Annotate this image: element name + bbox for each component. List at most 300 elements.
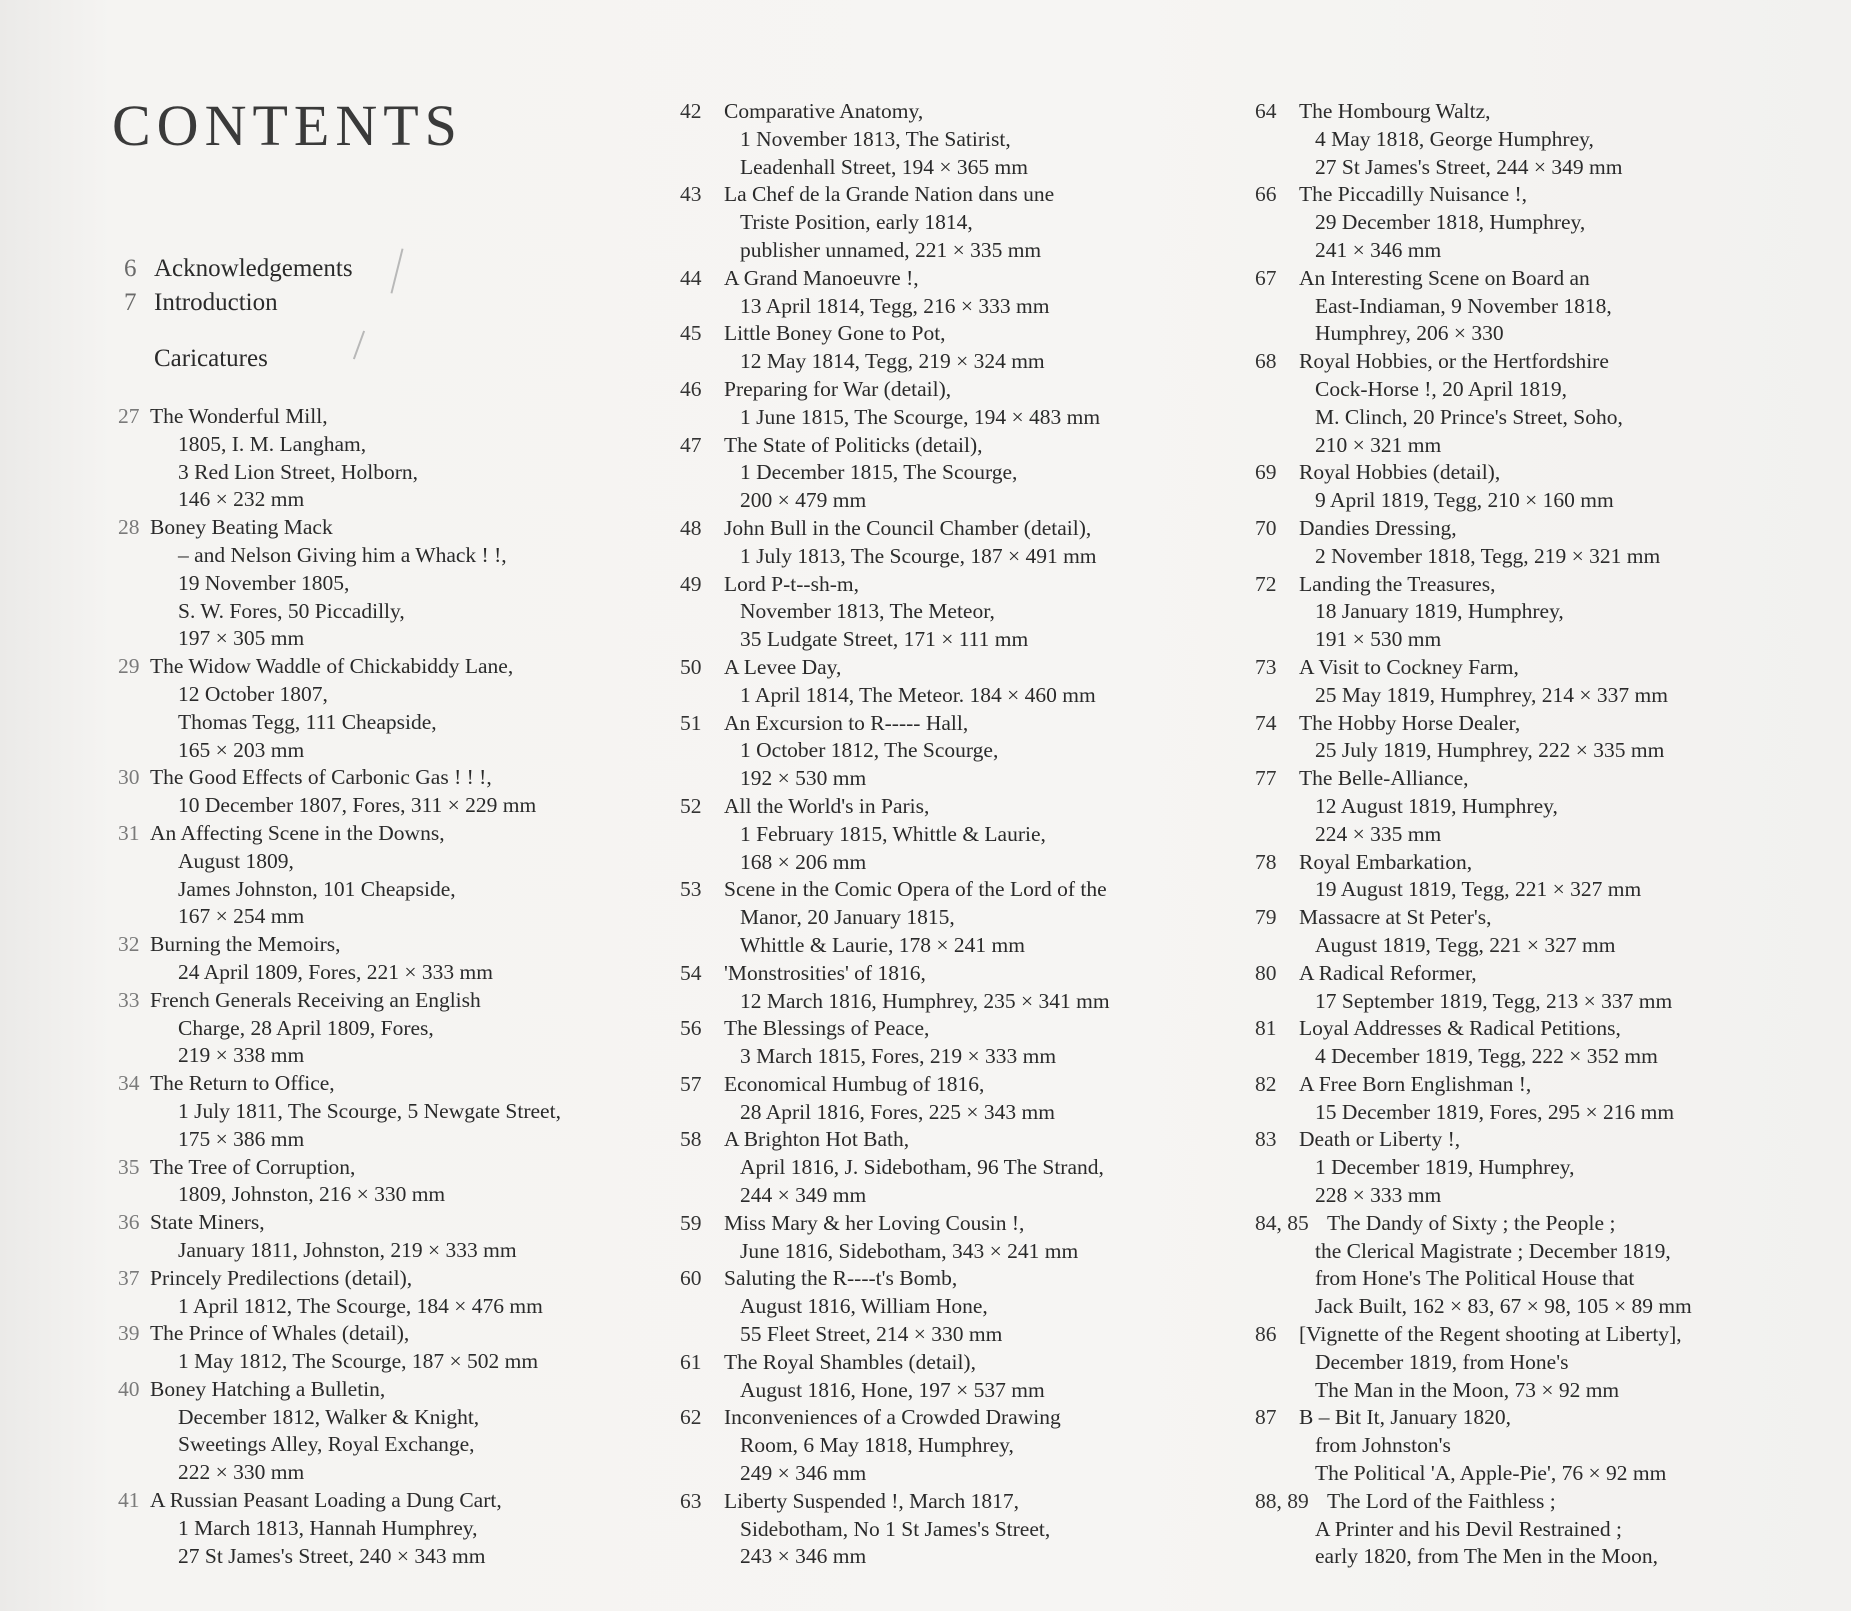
page-number: 48 (680, 515, 702, 540)
page-number: 69 (1255, 460, 1277, 485)
contents-entry (680, 376, 1200, 432)
page-number: 54 (680, 960, 702, 985)
contents-entry (1255, 960, 1755, 1016)
entry-title: Dandies Dressing, (1299, 515, 1457, 540)
page-number: 84, 85 (1255, 1210, 1309, 1235)
entry-first-line (118, 1154, 638, 1182)
contents-entry (1255, 571, 1755, 654)
page-number: 37 (118, 1265, 140, 1290)
contents-entry (1255, 459, 1755, 515)
entry-first-line (680, 1488, 1200, 1516)
page-number: 56 (680, 1016, 702, 1041)
entry-first-line (1255, 1071, 1755, 1099)
contents-entry (1255, 181, 1755, 264)
page-number: 6 (124, 255, 137, 282)
entry-title: Loyal Addresses & Radical Petitions, (1299, 1016, 1621, 1041)
contents-entry (1255, 1126, 1755, 1209)
entry-detail-line: 228 × 333 mm (1315, 1183, 1442, 1208)
contents-entry (1255, 654, 1755, 710)
entry-title: French Generals Receiving an English (150, 987, 481, 1012)
contents-entry (118, 403, 638, 514)
entry-detail-line: 15 December 1819, Fores, 295 × 216 mm (1315, 1099, 1675, 1124)
entry-detail-line: the Clerical Magistrate ; December 1819, (1315, 1238, 1671, 1263)
contents-entry (118, 514, 638, 653)
entry-title: La Chef de la Grande Nation dans une (724, 182, 1055, 207)
entry-detail-line: 219 × 338 mm (178, 1043, 305, 1068)
entry-detail-line: Sidebotham, No 1 St James's Street, (740, 1516, 1051, 1541)
page-number: 29 (118, 654, 140, 679)
contents-entry (1255, 765, 1755, 848)
entry-first-line (118, 1070, 638, 1098)
entry-detail-line: January 1811, Johnston, 219 × 333 mm (178, 1237, 517, 1262)
entry-title: Massacre at St Peter's, (1299, 905, 1492, 930)
entry-first-line (1255, 654, 1755, 682)
entry-detail-line: Humphrey, 206 × 330 (1315, 321, 1504, 346)
entry-detail-line: 27 St James's Street, 240 × 343 mm (178, 1543, 486, 1568)
entry-title: A Levee Day, (724, 654, 842, 679)
entry-first-line (1255, 515, 1755, 543)
entry-detail-line: 12 May 1814, Tegg, 219 × 324 mm (740, 349, 1045, 374)
entry-detail-line: Manor, 20 January 1815, (740, 905, 955, 930)
entry-detail-line: 222 × 330 mm (178, 1460, 305, 1485)
entry-title: The Hombourg Waltz, (1299, 99, 1491, 123)
entry-first-line (118, 1209, 638, 1237)
entry-detail-line: 1 December 1815, The Scourge, (740, 460, 1018, 485)
entry-title: A Radical Reformer, (1299, 960, 1477, 985)
page-number: 70 (1255, 515, 1277, 540)
entry-detail-line: 24 April 1809, Fores, 221 × 333 mm (178, 959, 493, 984)
entry-detail-line: 1 March 1813, Hannah Humphrey, (178, 1515, 478, 1540)
page-number: 63 (680, 1488, 702, 1513)
page-number: 64 (1255, 99, 1277, 123)
entry-detail-line: 27 St James's Street, 244 × 349 mm (1315, 154, 1623, 179)
entry-detail-line: August 1809, (178, 848, 294, 873)
entry-first-line (1255, 960, 1755, 988)
entry-detail-line: 1 July 1813, The Scourge, 187 × 491 mm (740, 543, 1097, 568)
entry-detail-line: 4 December 1819, Tegg, 222 × 352 mm (1315, 1044, 1658, 1069)
contents-entry (1255, 849, 1755, 905)
entry-detail-line: 10 December 1807, Fores, 311 × 229 mm (178, 793, 537, 818)
page-number: 87 (1255, 1405, 1277, 1430)
contents-entry (680, 265, 1200, 321)
entry-title: A Brighton Hot Bath, (724, 1127, 910, 1152)
contents-entry (1255, 1321, 1755, 1404)
contents-column-3 (1255, 98, 1755, 1571)
page-number: 42 (680, 99, 702, 123)
contents-entry (680, 876, 1200, 959)
entry-title: The Royal Shambles (detail), (724, 1349, 976, 1374)
entry-detail-line: from Johnston's (1315, 1433, 1451, 1458)
contents-entry (680, 960, 1200, 1016)
contents-entry (680, 1265, 1200, 1348)
entry-title: Landing the Treasures, (1299, 571, 1496, 596)
entry-title: Saluting the R----t's Bomb, (724, 1266, 958, 1291)
entry-detail-line: 12 August 1819, Humphrey, (1315, 793, 1558, 818)
page-number: 67 (1255, 265, 1277, 290)
entry-first-line (680, 960, 1200, 988)
entry-detail-line: August 1819, Tegg, 221 × 327 mm (1315, 932, 1616, 957)
entry-first-line (1255, 849, 1755, 877)
entry-detail-line: Thomas Tegg, 111 Cheapside, (178, 709, 437, 734)
page-number: 39 (118, 1321, 140, 1346)
entry-detail-line: The Political 'A, Apple-Pie', 76 × 92 mm (1315, 1461, 1667, 1486)
entry-detail-line: 1 October 1812, The Scourge, (740, 738, 999, 763)
entry-detail-line: 1 December 1819, Humphrey, (1315, 1155, 1575, 1180)
entry-title: 'Monstrosities' of 1816, (724, 960, 926, 985)
page-number: 62 (680, 1405, 702, 1430)
entry-detail-line: 1 April 1812, The Scourge, 184 × 476 mm (178, 1293, 543, 1318)
entry-title: An Affecting Scene in the Downs, (150, 820, 445, 845)
page-number: 28 (118, 515, 140, 540)
front-matter-item (124, 286, 584, 320)
page-number: 81 (1255, 1016, 1277, 1041)
entry-detail-line: August 1816, William Hone, (740, 1294, 988, 1319)
entry-title: The Belle-Alliance, (1299, 766, 1469, 791)
entry-first-line (680, 432, 1200, 460)
contents-entry (680, 1071, 1200, 1127)
entry-title: The Good Effects of Carbonic Gas ! ! !, (150, 765, 492, 790)
contents-entry (1255, 904, 1755, 960)
entry-detail-line: 4 May 1818, George Humphrey, (1315, 126, 1594, 151)
entry-first-line (680, 515, 1200, 543)
entry-title: Scene in the Comic Opera of the Lord of the (724, 877, 1107, 902)
entry-detail-line: June 1816, Sidebotham, 343 × 241 mm (740, 1238, 1079, 1263)
entry-title: Death or Liberty !, (1299, 1127, 1461, 1152)
entry-detail-line: 28 April 1816, Fores, 225 × 343 mm (740, 1099, 1055, 1124)
entry-detail-line: 55 Fleet Street, 214 × 330 mm (740, 1322, 1003, 1347)
entry-first-line (680, 1071, 1200, 1099)
entry-first-line (118, 1320, 638, 1348)
entry-detail-line: early 1820, from The Men in the Moon, (1315, 1544, 1658, 1569)
entry-detail-line: Jack Built, 162 × 83, 67 × 98, 105 × 89 mm (1315, 1294, 1692, 1319)
entry-detail-line: 25 May 1819, Humphrey, 214 × 337 mm (1315, 682, 1668, 707)
entry-detail-line: 18 January 1819, Humphrey, (1315, 599, 1564, 624)
entry-first-line (1255, 181, 1755, 209)
entry-title: Boney Hatching a Bulletin, (150, 1376, 386, 1401)
entry-detail-line: 197 × 305 mm (178, 626, 305, 651)
entry-title: Introduction (154, 289, 278, 316)
contents-entry (1255, 348, 1755, 459)
entry-first-line (1255, 459, 1755, 487)
page-number: 66 (1255, 182, 1277, 207)
entry-first-line (680, 265, 1200, 293)
entry-title: Royal Hobbies (detail), (1299, 460, 1501, 485)
entry-first-line (1255, 710, 1755, 738)
entry-title: The Piccadilly Nuisance !, (1299, 182, 1528, 207)
entry-first-line (1255, 1015, 1755, 1043)
entry-detail-line: Sweetings Alley, Royal Exchange, (178, 1432, 475, 1457)
entry-detail-line: 241 × 346 mm (1315, 237, 1442, 262)
entry-detail-line: Leadenhall Street, 194 × 365 mm (740, 154, 1028, 179)
entry-detail-line: August 1816, Hone, 197 × 537 mm (740, 1377, 1045, 1402)
entry-first-line (1255, 1404, 1755, 1432)
entry-first-line (680, 98, 1200, 126)
entry-detail-line: 12 March 1816, Humphrey, 235 × 341 mm (740, 988, 1110, 1013)
entry-detail-line: 1 February 1815, Whittle & Laurie, (740, 821, 1046, 846)
page-number: 72 (1255, 571, 1277, 596)
contents-entry (118, 1487, 638, 1570)
page-number: 61 (680, 1349, 702, 1374)
contents-entry (118, 1209, 638, 1265)
entry-title: An Interesting Scene on Board an (1299, 265, 1590, 290)
page-number: 35 (118, 1154, 140, 1179)
entry-first-line (680, 571, 1200, 599)
page-number: 86 (1255, 1322, 1277, 1347)
contents-entry (1255, 1488, 1755, 1571)
entry-detail-line: 2 November 1818, Tegg, 219 × 321 mm (1315, 543, 1661, 568)
entry-first-line (1255, 904, 1755, 932)
entry-title: Boney Beating Mack (150, 515, 333, 540)
entry-title: The Lord of the Faithless ; (1327, 1488, 1556, 1513)
page-number: 74 (1255, 710, 1277, 735)
entry-detail-line: 1 July 1811, The Scourge, 5 Newgate Street, (178, 1098, 561, 1123)
page-number: 31 (118, 820, 140, 845)
entry-first-line (1255, 765, 1755, 793)
entry-detail-line: James Johnston, 101 Cheapside, (178, 876, 456, 901)
entry-detail-line: 192 × 530 mm (740, 766, 867, 791)
contents-entry (680, 181, 1200, 264)
entry-detail-line: 3 March 1815, Fores, 219 × 333 mm (740, 1044, 1057, 1069)
entry-detail-line: 167 × 254 mm (178, 904, 305, 929)
entry-first-line (118, 653, 638, 681)
contents-entry (680, 98, 1200, 181)
entry-detail-line: 224 × 335 mm (1315, 821, 1442, 846)
entry-title: Inconveniences of a Crowded Drawing (724, 1405, 1061, 1430)
contents-entry (680, 432, 1200, 515)
contents-entry (118, 764, 638, 820)
page-number: 83 (1255, 1127, 1277, 1152)
contents-entry (118, 1376, 638, 1487)
entry-detail-line: 29 December 1818, Humphrey, (1315, 210, 1586, 235)
entry-title: Economical Humbug of 1816, (724, 1071, 985, 1096)
entry-first-line (1255, 1321, 1755, 1349)
entry-detail-line: 17 September 1819, Tegg, 213 × 337 mm (1315, 988, 1673, 1013)
contents-entry (680, 320, 1200, 376)
page-number: 7 (124, 289, 137, 316)
entry-detail-line: 200 × 479 mm (740, 488, 867, 513)
entry-detail-line: December 1819, from Hone's (1315, 1349, 1569, 1374)
contents-entry (118, 820, 638, 931)
entry-detail-line: 175 × 386 mm (178, 1126, 305, 1151)
page-number: 33 (118, 987, 140, 1012)
contents-entry (680, 571, 1200, 654)
entry-detail-line: April 1816, J. Sidebotham, 96 The Strand, (740, 1155, 1104, 1180)
contents-entry (1255, 1071, 1755, 1127)
contents-entry (680, 1015, 1200, 1071)
page-number: 73 (1255, 654, 1277, 679)
entry-first-line (680, 1349, 1200, 1377)
entry-detail-line: – and Nelson Giving him a Whack ! !, (178, 542, 507, 567)
entry-first-line (1255, 265, 1755, 293)
entry-detail-line: 243 × 346 mm (740, 1544, 867, 1569)
entry-title: A Russian Peasant Loading a Dung Cart, (150, 1488, 502, 1513)
page-number: 60 (680, 1266, 702, 1291)
entry-detail-line: 249 × 346 mm (740, 1461, 867, 1486)
entry-detail-line: November 1813, The Meteor, (740, 599, 995, 624)
entry-detail-line: 146 × 232 mm (178, 487, 305, 512)
entry-detail-line: 1809, Johnston, 216 × 330 mm (178, 1182, 446, 1207)
contents-entry (680, 1349, 1200, 1405)
entry-first-line (118, 987, 638, 1015)
page-number: 59 (680, 1210, 702, 1235)
entry-title: All the World's in Paris, (724, 793, 930, 818)
entry-first-line (680, 654, 1200, 682)
entry-title: Royal Embarkation, (1299, 849, 1473, 874)
page-number: 53 (680, 877, 702, 902)
page-number: 41 (118, 1488, 140, 1513)
entry-detail-line: Room, 6 May 1818, Humphrey, (740, 1433, 1014, 1458)
entry-first-line (1255, 1488, 1755, 1516)
page-number: 47 (680, 432, 702, 457)
entry-title: Little Boney Gone to Pot, (724, 321, 946, 346)
entry-first-line (118, 1487, 638, 1515)
entry-detail-line: 244 × 349 mm (740, 1183, 867, 1208)
entry-title: The Dandy of Sixty ; the People ; (1327, 1210, 1616, 1235)
contents-entry (118, 1320, 638, 1376)
page-number: 44 (680, 265, 702, 290)
entry-first-line (680, 1015, 1200, 1043)
contents-entry (680, 1210, 1200, 1266)
page-number: 30 (118, 765, 140, 790)
contents-entry (1255, 265, 1755, 348)
contents-entry (1255, 710, 1755, 766)
entry-first-line (680, 376, 1200, 404)
entry-title: The Widow Waddle of Chickabiddy Lane, (150, 654, 514, 679)
entry-title: B – Bit It, January 1820, (1299, 1405, 1511, 1430)
entry-title: [Vignette of the Regent shooting at Liberty], (1299, 1322, 1682, 1347)
entry-title: State Miners, (150, 1210, 265, 1235)
entry-title: The Tree of Corruption, (150, 1154, 356, 1179)
section-heading: Caricatures (154, 345, 268, 372)
entry-detail-line: Whittle & Laurie, 178 × 241 mm (740, 932, 1026, 957)
contents-entry (680, 1488, 1200, 1571)
page-number: 52 (680, 793, 702, 818)
entry-first-line (680, 1265, 1200, 1293)
entry-detail-line: 12 October 1807, (178, 681, 328, 706)
entry-first-line (1255, 98, 1755, 126)
entry-title: Liberty Suspended !, March 1817, (724, 1488, 1019, 1513)
page-number (124, 342, 154, 376)
contents-entry (680, 793, 1200, 876)
entry-detail-line: publisher unnamed, 221 × 335 mm (740, 237, 1042, 262)
entry-detail-line: 3 Red Lion Street, Holborn, (178, 459, 419, 484)
entry-detail-line: 210 × 321 mm (1315, 432, 1442, 457)
entry-detail-line: 191 × 530 mm (1315, 627, 1442, 652)
entry-detail-line: 1805, I. M. Langham, (178, 431, 367, 456)
entry-title: The Blessings of Peace, (724, 1016, 930, 1041)
contents-column-2 (680, 98, 1200, 1571)
entry-first-line (680, 1126, 1200, 1154)
entry-first-line (118, 764, 638, 792)
entry-first-line (680, 793, 1200, 821)
entry-detail-line: 19 August 1819, Tegg, 221 × 327 mm (1315, 877, 1642, 902)
page-number: 78 (1255, 849, 1277, 874)
page-number: 34 (118, 1071, 140, 1096)
page-number: 43 (680, 182, 702, 207)
contents-entry (680, 654, 1200, 710)
entry-detail-line: from Hone's The Political House that (1315, 1266, 1635, 1291)
entry-detail-line: 19 November 1805, (178, 570, 350, 595)
contents-entry (680, 1404, 1200, 1487)
entry-title: Acknowledgements (154, 255, 353, 282)
entry-detail-line: 13 April 1814, Tegg, 216 × 333 mm (740, 293, 1050, 318)
contents-entry (1255, 1015, 1755, 1071)
page-number: 46 (680, 376, 702, 401)
entry-detail-line: East-Indiaman, 9 November 1818, (1315, 293, 1612, 318)
entry-detail-line: M. Clinch, 20 Prince's Street, Soho, (1315, 404, 1623, 429)
entry-detail-line: Cock-Horse !, 20 April 1819, (1315, 376, 1567, 401)
page-number: 45 (680, 321, 702, 346)
entry-title: Burning the Memoirs, (150, 932, 341, 957)
entry-detail-line: 168 × 206 mm (740, 849, 867, 874)
entry-title: The Return to Office, (150, 1071, 335, 1096)
entry-title: John Bull in the Council Chamber (detail), (724, 515, 1092, 540)
contents-entry (680, 515, 1200, 571)
entry-detail-line: Triste Position, early 1814, (740, 210, 973, 235)
page-number: 27 (118, 404, 140, 428)
entry-detail-line: Charge, 28 April 1809, Fores, (178, 1015, 434, 1040)
entry-detail-line: 9 April 1819, Tegg, 210 × 160 mm (1315, 488, 1614, 513)
page-number: 80 (1255, 960, 1277, 985)
page-number: 49 (680, 571, 702, 596)
page-title: CONTENTS (112, 93, 463, 158)
contents-entry (118, 653, 638, 764)
page-number: 88, 89 (1255, 1488, 1309, 1513)
entry-title: The Wonderful Mill, (150, 404, 328, 428)
entry-first-line (680, 320, 1200, 348)
contents-column-1 (118, 403, 638, 1570)
entry-first-line (118, 820, 638, 848)
front-matter-item (124, 252, 584, 286)
entry-detail-line: 1 November 1813, The Satirist, (740, 126, 1011, 151)
contents-entry (118, 931, 638, 987)
contents-entry (118, 1265, 638, 1321)
entry-detail-line: 25 July 1819, Humphrey, 222 × 335 mm (1315, 738, 1665, 763)
entry-first-line (118, 1376, 638, 1404)
entry-detail-line: 35 Ludgate Street, 171 × 111 mm (740, 627, 1029, 652)
entry-detail-line: December 1812, Walker & Knight, (178, 1404, 480, 1429)
page-number: 40 (118, 1376, 140, 1401)
page-number: 82 (1255, 1071, 1277, 1096)
entry-first-line (118, 403, 638, 431)
entry-first-line (680, 1404, 1200, 1432)
entry-title: A Visit to Cockney Farm, (1299, 654, 1519, 679)
entry-first-line (1255, 1126, 1755, 1154)
entry-first-line (680, 1210, 1200, 1238)
entry-title: A Free Born Englishman !, (1299, 1071, 1532, 1096)
entry-first-line (1255, 348, 1755, 376)
entry-first-line (1255, 1210, 1755, 1238)
entry-detail-line: The Man in the Moon, 73 × 92 mm (1315, 1377, 1620, 1402)
contents-entry (680, 710, 1200, 793)
entry-title: Lord P-t--sh-m, (724, 571, 859, 596)
entry-first-line (118, 1265, 638, 1293)
entry-title: The State of Politicks (detail), (724, 432, 983, 457)
entry-title: Royal Hobbies, or the Hertfordshire (1299, 349, 1609, 374)
contents-entry (118, 1070, 638, 1153)
entry-title: A Grand Manoeuvre !, (724, 265, 919, 290)
entry-first-line (1255, 571, 1755, 599)
contents-entry (1255, 515, 1755, 571)
entry-first-line (118, 931, 638, 959)
contents-entry (1255, 1210, 1755, 1321)
contents-entry (118, 987, 638, 1070)
entry-title: An Excursion to R----- Hall, (724, 710, 969, 735)
entry-title: The Prince of Whales (detail), (150, 1321, 410, 1346)
page-number: 68 (1255, 349, 1277, 374)
entry-detail-line: 165 × 203 mm (178, 737, 305, 762)
entry-first-line (680, 181, 1200, 209)
